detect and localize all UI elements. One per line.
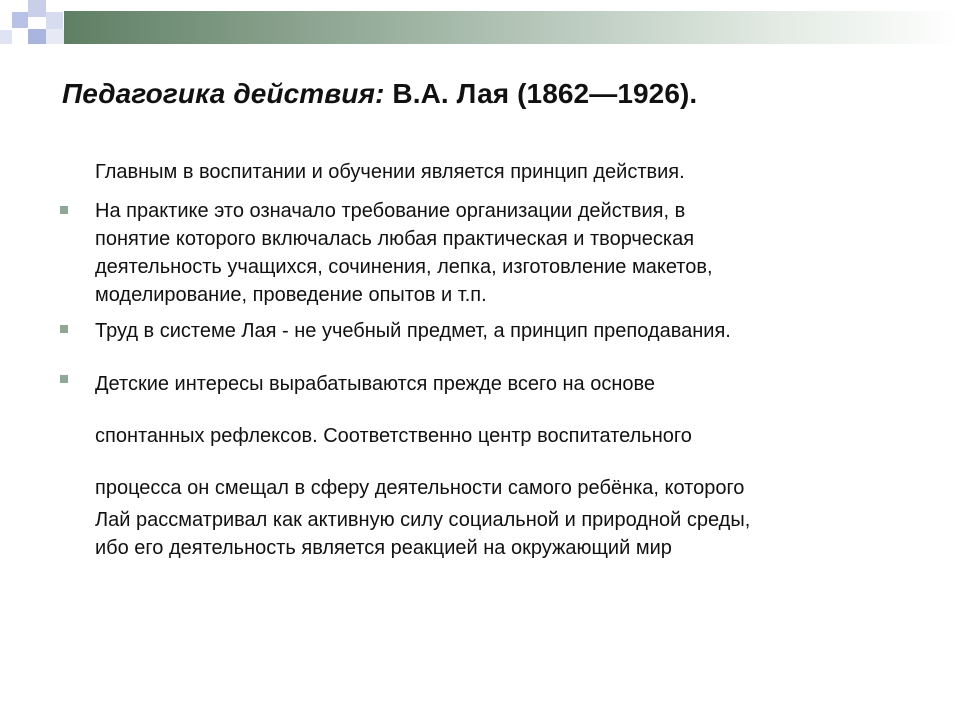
paragraph-line: Лай рассматривал как активную силу социальной и природной среды, [95, 509, 751, 531]
paragraph-line: Труд в системе Лая - не учебный предмет, а принцип преподавания. [95, 320, 731, 342]
paragraph-line: процесса он смещал в сферу деятельности самого ребёнка, которого [95, 477, 745, 499]
decorative-square [46, 12, 63, 29]
title-regular-part: В.А. Лая (1862—1926). [392, 78, 698, 109]
decorative-square [28, 0, 46, 17]
decorative-square [46, 29, 64, 44]
title-italic-part: Педагогика действия: [62, 78, 393, 109]
slide-title [62, 78, 697, 110]
intro-text: Главным в воспитании и обучении является принцип действия. [95, 161, 685, 183]
paragraph-line: На практике это означало требование организации действия, в [95, 200, 686, 222]
header-bar [64, 11, 960, 44]
decorative-square [28, 29, 46, 44]
bullet-paragraph-1 [95, 197, 713, 309]
decorative-square [0, 30, 12, 44]
paragraph-line: Детские интересы вырабатываются прежде всего на основе [95, 373, 656, 395]
paragraph-line: ибо его деятельность является реакцией на окружающий мир [95, 537, 672, 559]
paragraph-line: моделирование, проведение опытов и т.п. [95, 284, 487, 306]
paragraph-line: деятельность учащихся, сочинения, лепка, изготовление макетов, [95, 256, 713, 278]
decorative-square [12, 12, 28, 28]
bullet-marker [60, 206, 68, 214]
bullet-marker [60, 325, 68, 333]
bullet-marker [60, 375, 68, 383]
bullet-paragraph-2 [95, 317, 731, 345]
paragraph-line: понятие которого включалась любая практическая и творческая [95, 228, 695, 250]
paragraph-line: спонтанных рефлексов. Соответственно центр воспитательного [95, 425, 692, 447]
